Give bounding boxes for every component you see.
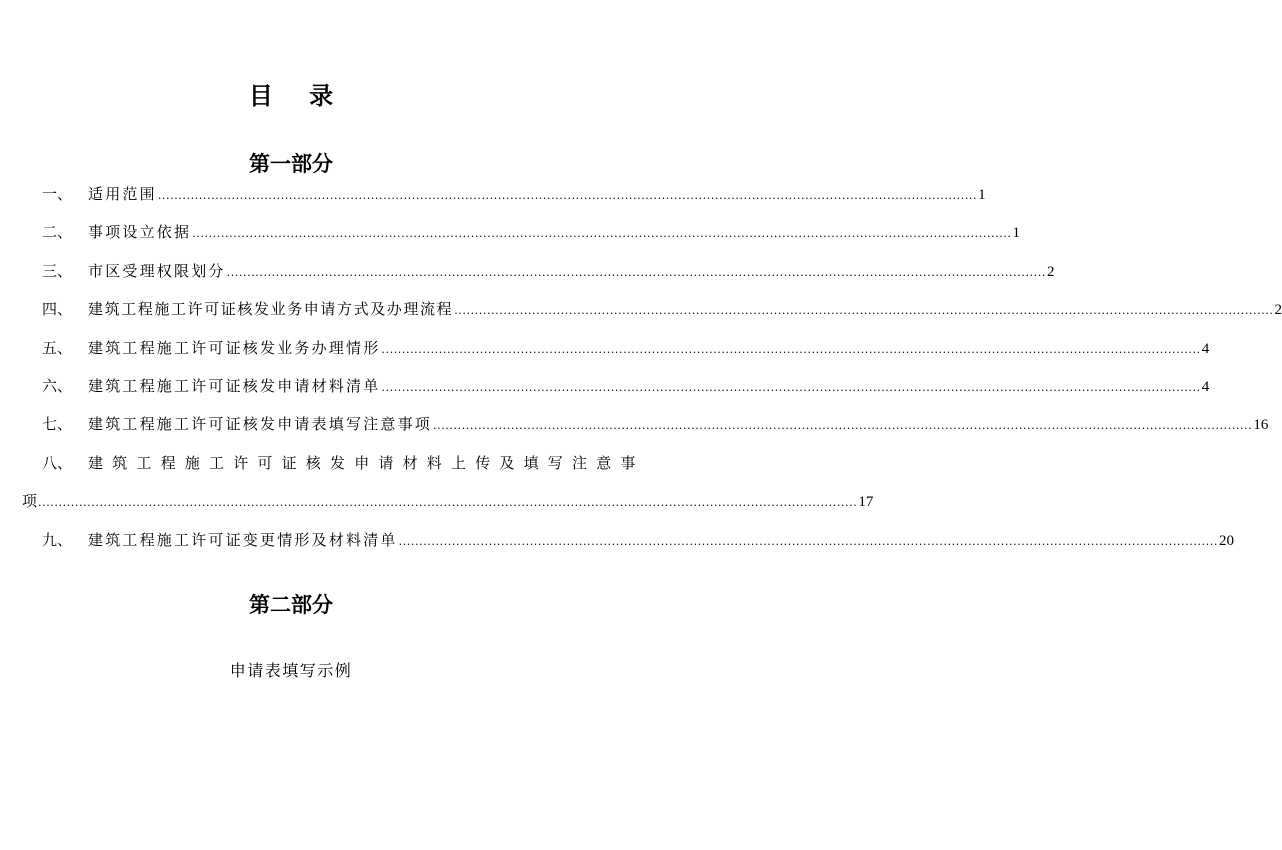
dot-leader: ........................................................................................................................................................................................................ [157, 189, 978, 202]
toc-entry[interactable] [42, 180, 986, 218]
table-of-contents [22, 180, 1282, 564]
toc-entry[interactable] [42, 410, 1269, 448]
dot-leader: ........................................................................................................................................................................................................ [398, 534, 1218, 548]
dot-leader: ........................................................................................................................................................................................................ [381, 380, 1201, 394]
toc-number: 七、 [42, 415, 73, 434]
toc-page-number: 4 [1201, 378, 1210, 395]
toc-title: 建筑工程施工许可证核发申请材料清单 [88, 376, 381, 395]
toc-title: 建筑工程施工许可证核发申请材料上传及填写注意事 [88, 453, 645, 472]
toc-title: 建筑工程施工许可证变更情形及材料清单 [88, 530, 398, 549]
toc-entry-continuation[interactable] [22, 487, 874, 525]
toc-number: 六、 [42, 376, 73, 395]
part-two-entry[interactable]: 申请表填写示例 [229, 661, 353, 680]
dot-leader: ........................................................................................................................................................................................................ [454, 304, 1274, 318]
dot-leader: ........................................................................................................................................................................................................ [38, 496, 858, 510]
toc-entry[interactable] [42, 526, 1234, 564]
toc-title: 适用范围 [88, 185, 157, 203]
toc-title: 建筑工程施工许可证核发业务办理情形 [88, 338, 381, 357]
toc-title: 市区受理权限划分 [88, 261, 226, 280]
toc-title: 建筑工程施工许可证核发业务申请方式及办理流程 [88, 300, 454, 319]
toc-number: 一、 [42, 185, 73, 203]
toc-page-number: 4 [1201, 340, 1210, 357]
toc-page-number: 20 [1218, 532, 1234, 549]
dot-leader: ........................................................................................................................................................................................................ [192, 227, 1012, 241]
toc-entry[interactable] [42, 449, 645, 487]
dot-leader: ........................................................................................................................................................................................................ [226, 265, 1046, 279]
toc-page-number: 1 [978, 187, 986, 203]
toc-entry[interactable] [42, 257, 1055, 295]
toc-number: 二、 [42, 223, 73, 242]
toc-title: 建筑工程施工许可证核发申请表填写注意事项 [88, 415, 433, 434]
page-title: 目 录 [248, 81, 348, 110]
toc-number: 九、 [42, 530, 73, 549]
dot-leader: ........................................................................................................................................................................................................ [433, 419, 1253, 433]
toc-page-number: 17 [858, 494, 874, 511]
toc-entry[interactable] [42, 295, 1282, 333]
dot-leader: ........................................................................................................................................................................................................ [381, 342, 1201, 356]
toc-number: 五、 [42, 338, 73, 357]
toc-page-number: 2 [1046, 263, 1055, 280]
toc-number: 八、 [42, 453, 73, 472]
toc-entry[interactable] [42, 334, 1210, 372]
toc-entry[interactable] [42, 372, 1210, 410]
toc-title: 事项设立依据 [88, 223, 192, 242]
toc-number: 四、 [42, 300, 73, 319]
toc-page-number: 16 [1253, 417, 1269, 434]
toc-entry[interactable] [42, 218, 1021, 256]
part-one-heading: 第一部分 [249, 151, 333, 176]
toc-page-number: 1 [1012, 225, 1021, 242]
toc-page-number: 2 [1274, 302, 1282, 319]
toc-title-continuation: 项 [22, 492, 38, 511]
part-two-heading: 第二部分 [249, 592, 333, 617]
toc-number: 三、 [42, 261, 73, 280]
